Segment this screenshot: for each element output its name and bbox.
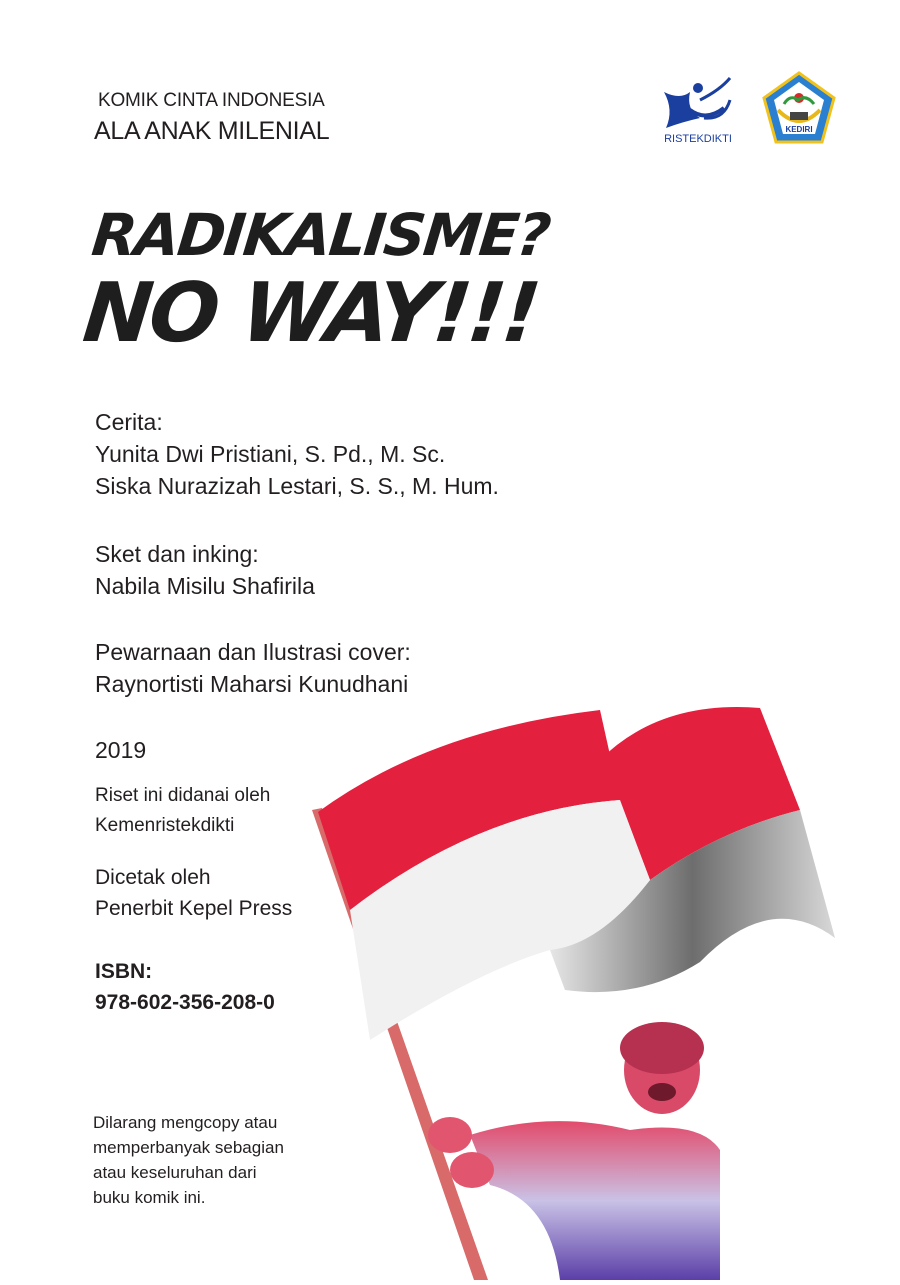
funder-name: Kemenristekdikti: [95, 815, 235, 836]
cover-illustration: [300, 680, 860, 1280]
funding-info: [95, 781, 270, 841]
sketch-artist: Nabila Misilu Shafirila: [95, 573, 315, 599]
comic-title: [79, 200, 553, 361]
story-author: Yunita Dwi Pristiani, S. Pd., M. Sc.: [95, 441, 446, 467]
title-line-2: NO WAY!!!: [79, 266, 543, 361]
title-line-1: RADIKALISME?: [88, 201, 553, 269]
isbn-info: [95, 956, 275, 1018]
notice-line: atau keseluruhan dari: [93, 1163, 257, 1182]
isbn-number: 978-602-356-208-0: [95, 991, 275, 1014]
notice-line: Dilarang mengcopy atau: [93, 1113, 278, 1132]
university-shield-icon: [760, 70, 838, 148]
story-label: Cerita:: [95, 409, 163, 435]
university-kediri-logo: [760, 70, 838, 153]
story-author: Siska Nurazizah Lestari, S. S., M. Hum.: [95, 473, 499, 499]
svg-text:KEDIRI: KEDIRI: [785, 125, 813, 134]
isbn-label: ISBN:: [95, 960, 153, 983]
copyright-notice: [93, 1110, 284, 1210]
printer-info: [95, 862, 292, 924]
indonesian-flag-illustration: [300, 680, 860, 1280]
ristekdikti-logo: [660, 70, 736, 151]
sketch-credits: [95, 538, 315, 602]
publication-year: 2019: [95, 737, 147, 763]
story-credits: [95, 406, 499, 502]
notice-line: memperbanyak sebagian: [93, 1138, 284, 1157]
printed-by-label: Dicetak oleh: [95, 866, 211, 889]
color-label: Pewarnaan dan Ilustrasi cover:: [95, 639, 411, 665]
sketch-label: Sket dan inking:: [95, 541, 259, 567]
publisher-name: Penerbit Kepel Press: [95, 897, 293, 920]
svg-text:RISTEKDIKTI: RISTEKDIKTI: [664, 133, 732, 145]
series-title: KOMIK CINTA INDONESIA: [98, 90, 325, 111]
ristekdikti-emblem-icon: [660, 70, 736, 146]
funding-line: Riset ini didanai oleh: [95, 785, 271, 806]
notice-line: buku komik ini.: [93, 1188, 206, 1207]
color-artist: Raynortisti Maharsi Kunudhani: [95, 671, 409, 697]
series-subtitle: ALA ANAK MILENIAL: [94, 117, 330, 145]
